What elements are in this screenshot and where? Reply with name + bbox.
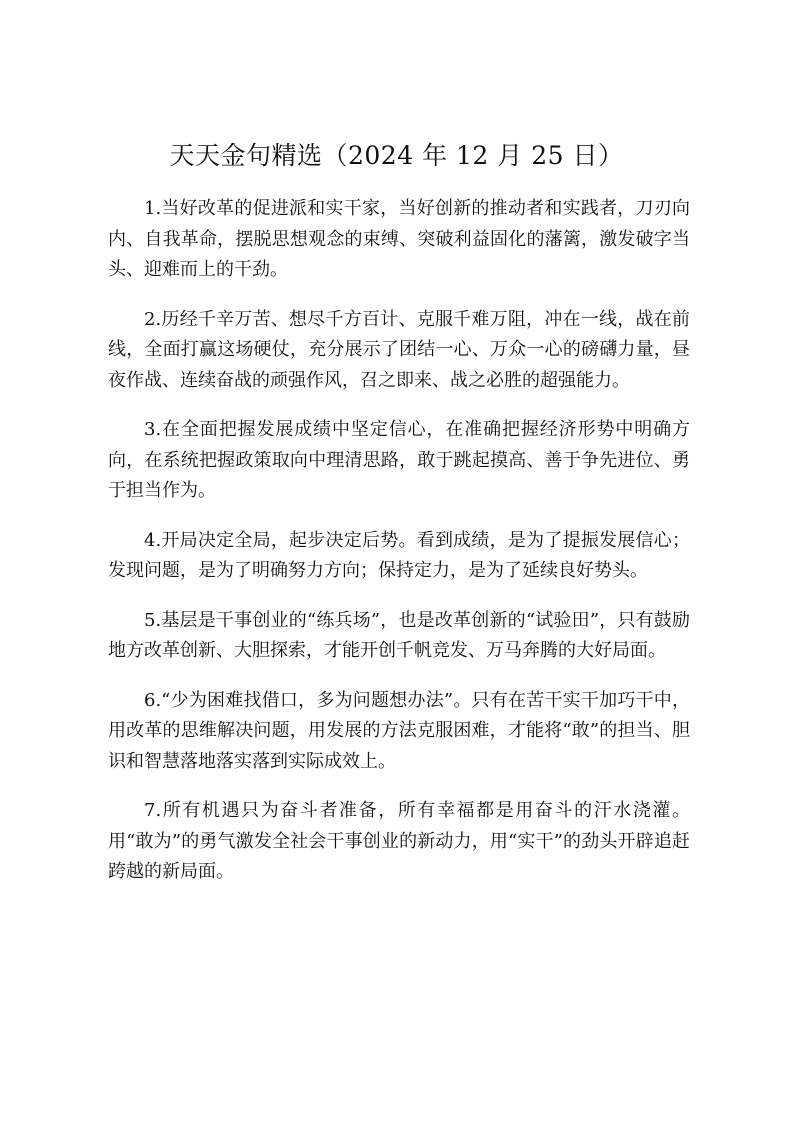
quote-paragraph-1: 1.当好改革的促进派和实干家，当好创新的推动者和实践者，刀刃向内、自我革命，摆脱思想观念的束缚、突破利益固化的藩篱，激发破字当头、迎难而上的干劲。	[108, 198, 690, 280]
quote-list	[108, 194, 690, 907]
quote-paragraph-4: 4.开局决定全局，起步决定后势。看到成绩，是为了提振发展信心；发现问题，是为了明确努力方向；保持定力，是为了延续良好势头。	[108, 529, 690, 581]
document-title: 天天金句精选（2024 年 12 月 25 日）	[169, 141, 624, 170]
quote-paragraph-7: 7.所有机遇只为奋斗者准备，所有幸福都是用奋斗的汗水浇灌。用“敢为”的勇气激发全社会干事创业的新动力，用“实干”的劲头开辟追赶跨越的新局面。	[108, 800, 690, 882]
quote-paragraph-6: 6.“少为困难找借口，多为问题想办法”。只有在苦干实干加巧干中，用改革的思维解决问题，用发展的方法克服困难，才能将“敢”的担当、胆识和智慧落地落实落到实际成效上。	[108, 689, 690, 772]
quote-paragraph-2: 2.历经千辛万苦、想尽千方百计、克服千难万阻，冲在一线，战在前线，全面打赢这场硬仗，充分展示了团结一心、万众一心的磅礴力量，昼夜作战、连续奋战的顽强作风，召之即来、战之必胜的超强能力。	[108, 308, 690, 391]
quote-paragraph-3: 3.在全面把握发展成绩中坚定信心，在准确把握经济形势中明确方向，在系统把握政策取向中理清思路，敢于跳起摸高、善于争先进位、勇于担当作为。	[108, 419, 690, 501]
quote-paragraph-5: 5.基层是干事创业的“练兵场”，也是改革创新的“试验田”，只有鼓励地方改革创新、大胆探索，才能开创千帆竞发、万马奔腾的大好局面。	[108, 609, 690, 661]
